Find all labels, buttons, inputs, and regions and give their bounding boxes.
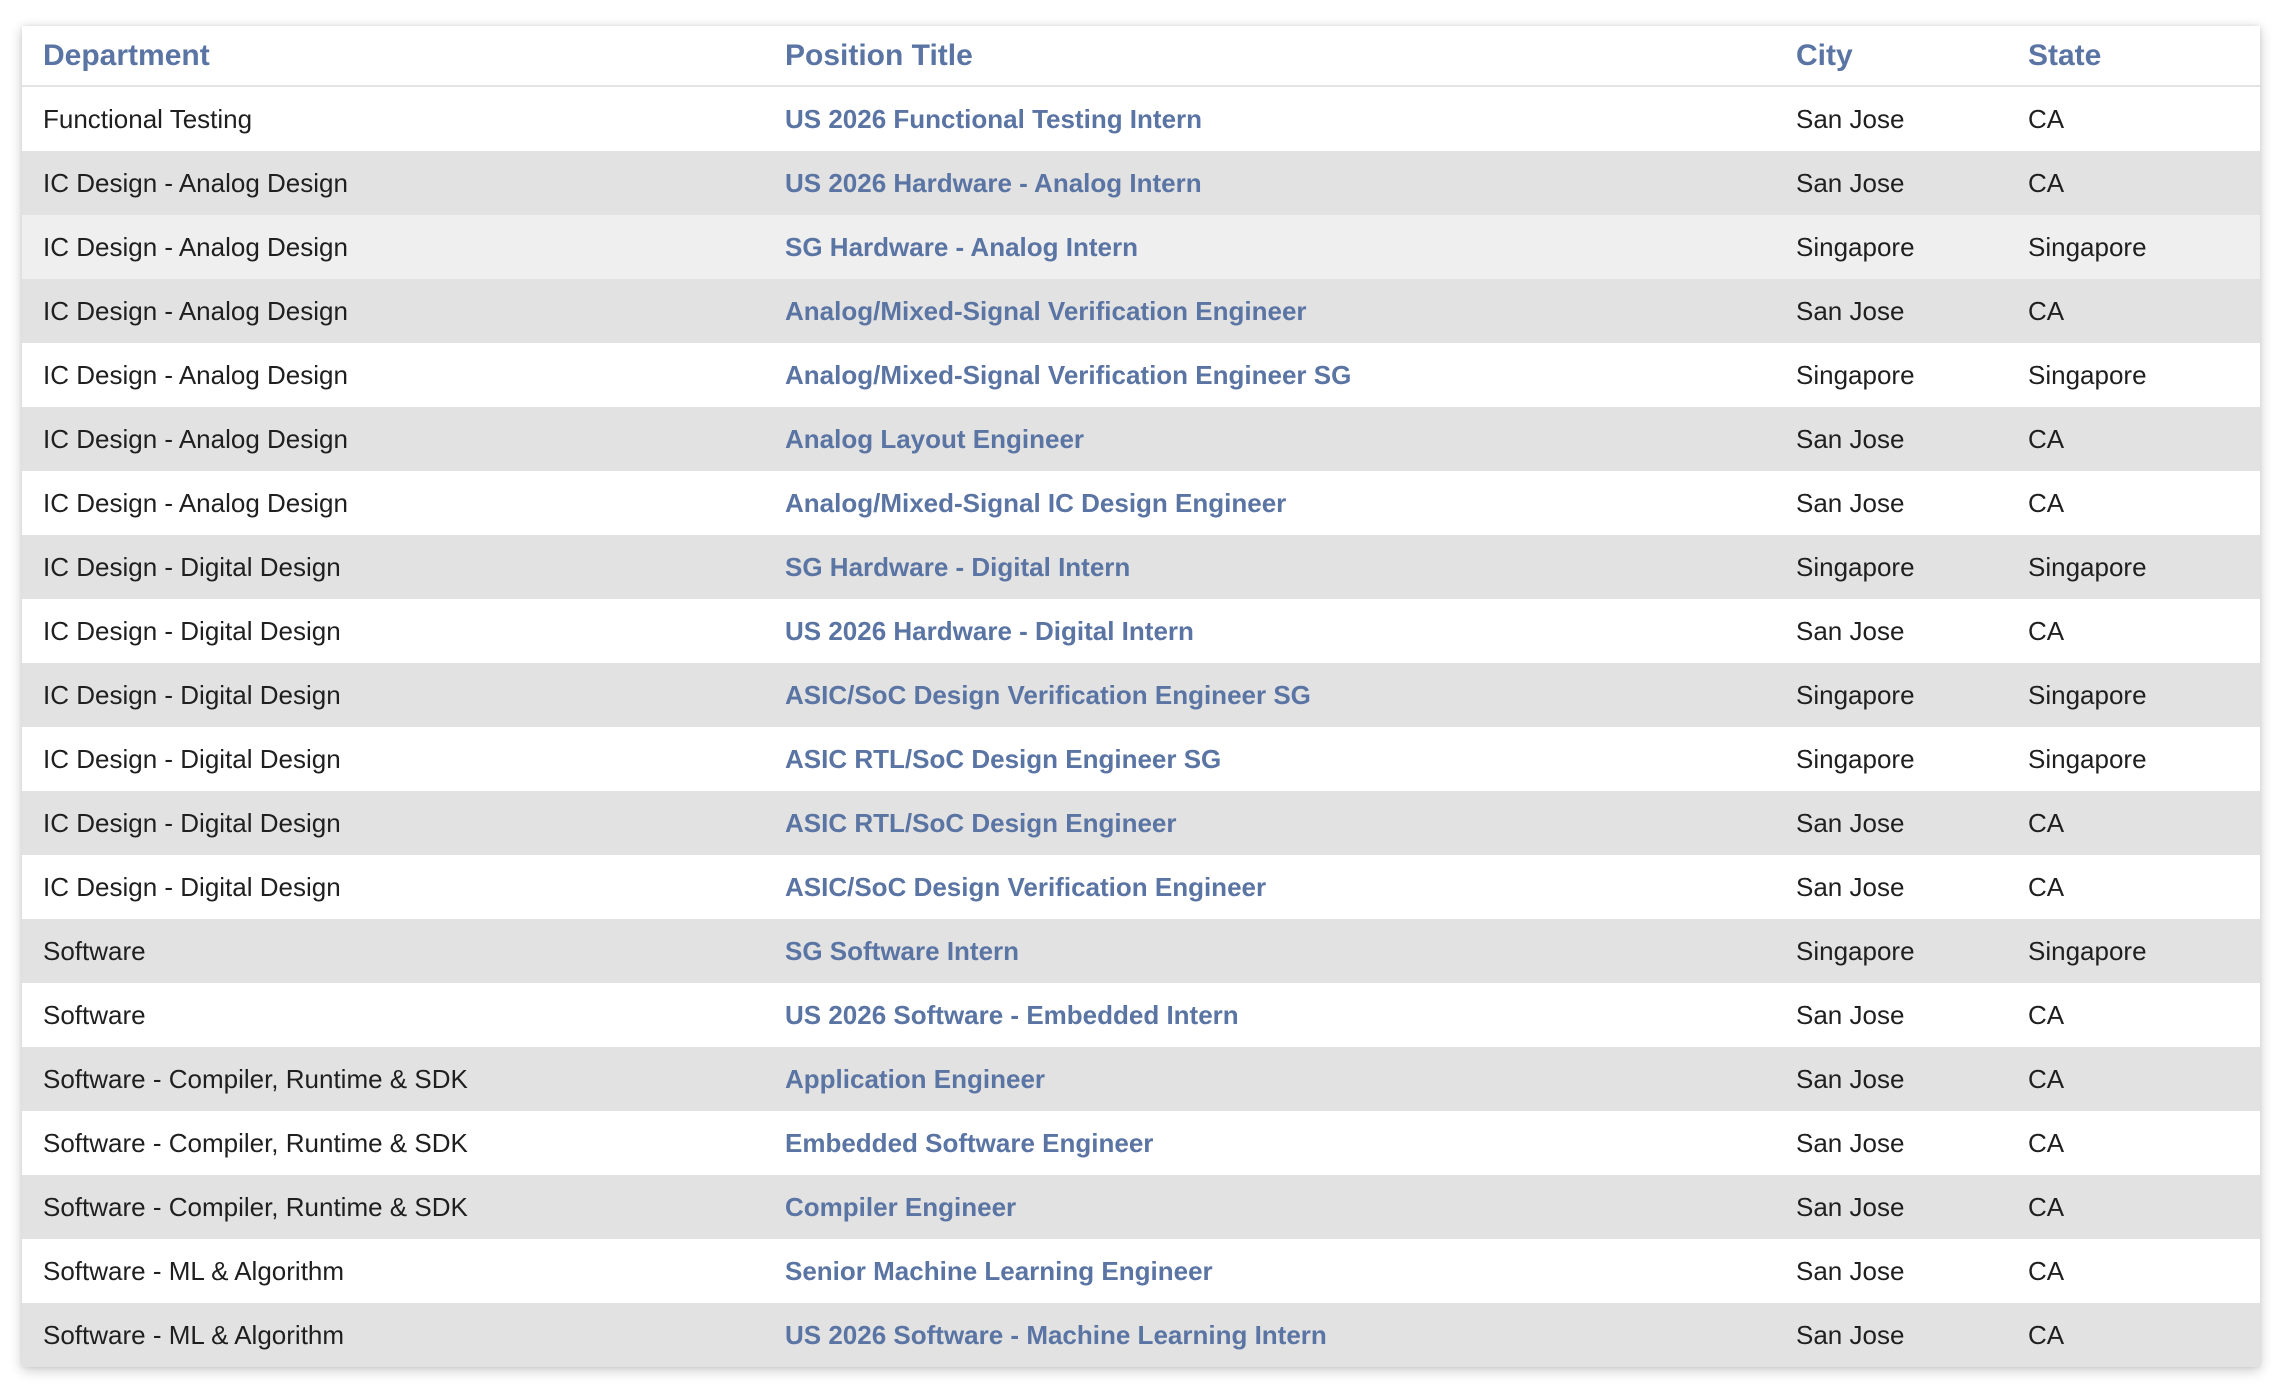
cell-city: Singapore <box>1796 551 1915 582</box>
cell-position-title <box>764 727 1775 791</box>
cell-department: Software - Compiler, Runtime & SDK <box>43 1063 468 1094</box>
cell-state: Singapore <box>2028 743 2147 774</box>
cell-city: San Jose <box>1796 487 1905 518</box>
cell-state: CA <box>2028 999 2065 1030</box>
cell-position-title <box>764 407 1775 471</box>
cell-city: Singapore <box>1796 679 1915 710</box>
cell-city: San Jose <box>1796 1191 1905 1222</box>
cell-city: Singapore <box>1796 231 1915 262</box>
position-title-link[interactable]: Application Engineer <box>785 1063 1046 1094</box>
position-title-link[interactable]: Analog/Mixed-Signal Verification Engineer SG <box>785 359 1352 390</box>
cell-city: Singapore <box>1796 359 1915 390</box>
table-row[interactable] <box>22 1047 2260 1111</box>
cell-state: CA <box>2028 103 2065 134</box>
cell-position-title <box>764 1175 1775 1239</box>
cell-position-title <box>764 791 1775 855</box>
cell-state: CA <box>2028 1255 2065 1286</box>
position-title-link[interactable]: ASIC RTL/SoC Design Engineer <box>785 807 1177 838</box>
position-title-link[interactable]: ASIC RTL/SoC Design Engineer SG <box>785 743 1222 774</box>
cell-department: Software - Compiler, Runtime & SDK <box>43 1127 468 1158</box>
cell-department: Software <box>43 935 146 966</box>
cell-position-title <box>764 471 1775 535</box>
cell-department: Software - ML & Algorithm <box>43 1319 345 1350</box>
table-row[interactable] <box>22 791 2260 855</box>
table-row[interactable] <box>22 215 2260 279</box>
cell-city: San Jose <box>1796 423 1905 454</box>
position-title-link[interactable]: Analog/Mixed-Signal Verification Engineer <box>785 295 1307 326</box>
cell-state: CA <box>2028 1127 2065 1158</box>
cell-position-title <box>764 1303 1775 1367</box>
cell-state: CA <box>2028 807 2065 838</box>
cell-position-title <box>764 343 1775 407</box>
position-title-link[interactable]: US 2026 Software - Machine Learning Intern <box>785 1319 1327 1350</box>
table-body <box>22 86 2260 1367</box>
header-state[interactable]: State <box>2007 26 2260 86</box>
cell-department: Software - Compiler, Runtime & SDK <box>43 1191 468 1222</box>
cell-state: CA <box>2028 871 2065 902</box>
cell-state: Singapore <box>2028 359 2147 390</box>
table-row[interactable] <box>22 663 2260 727</box>
cell-state: CA <box>2028 295 2065 326</box>
position-title-link[interactable]: ASIC/SoC Design Verification Engineer <box>785 871 1267 902</box>
cell-city: San Jose <box>1796 103 1905 134</box>
position-title-link[interactable]: US 2026 Functional Testing Intern <box>785 103 1203 134</box>
cell-city: San Jose <box>1796 807 1905 838</box>
cell-state: Singapore <box>2028 551 2147 582</box>
header-row <box>22 26 2260 86</box>
cell-department: IC Design - Analog Design <box>43 231 348 262</box>
table-row[interactable] <box>22 1175 2260 1239</box>
cell-state: Singapore <box>2028 935 2147 966</box>
cell-department: IC Design - Digital Design <box>43 615 341 646</box>
cell-city: San Jose <box>1796 1255 1905 1286</box>
position-title-link[interactable]: US 2026 Hardware - Digital Intern <box>785 615 1194 646</box>
cell-department: IC Design - Digital Design <box>43 807 341 838</box>
header-department[interactable]: Department <box>22 26 764 86</box>
cell-position-title <box>764 215 1775 279</box>
position-title-link[interactable]: US 2026 Software - Embedded Intern <box>785 999 1239 1030</box>
cell-position-title <box>764 663 1775 727</box>
position-title-link[interactable]: Compiler Engineer <box>785 1191 1017 1222</box>
table-row[interactable] <box>22 343 2260 407</box>
cell-state: CA <box>2028 615 2065 646</box>
cell-position-title <box>764 855 1775 919</box>
cell-state: Singapore <box>2028 679 2147 710</box>
cell-state: CA <box>2028 167 2065 198</box>
position-title-link[interactable]: SG Hardware - Digital Intern <box>785 551 1131 582</box>
table-row[interactable] <box>22 727 2260 791</box>
cell-department: IC Design - Analog Design <box>43 295 348 326</box>
cell-state: CA <box>2028 1191 2065 1222</box>
cell-department: IC Design - Digital Design <box>43 679 341 710</box>
header-city[interactable]: City <box>1775 26 2007 86</box>
position-title-link[interactable]: SG Hardware - Analog Intern <box>785 231 1138 262</box>
table-row[interactable] <box>22 855 2260 919</box>
table-row[interactable] <box>22 919 2260 983</box>
position-title-link[interactable]: US 2026 Hardware - Analog Intern <box>785 167 1202 198</box>
cell-department: IC Design - Analog Design <box>43 167 348 198</box>
header-position-title[interactable]: Position Title <box>764 26 1775 86</box>
cell-department: Software <box>43 999 146 1030</box>
job-listings-table-card <box>22 26 2260 1367</box>
position-title-link[interactable]: SG Software Intern <box>785 935 1020 966</box>
table-row[interactable] <box>22 279 2260 343</box>
cell-position-title <box>764 279 1775 343</box>
cell-department: IC Design - Digital Design <box>43 551 341 582</box>
table-row[interactable] <box>22 407 2260 471</box>
table-row[interactable] <box>22 599 2260 663</box>
cell-department: Functional Testing <box>43 103 253 134</box>
table-row[interactable] <box>22 151 2260 215</box>
cell-department: IC Design - Digital Design <box>43 871 341 902</box>
cell-department: Software - ML & Algorithm <box>43 1255 345 1286</box>
job-listings-table <box>22 26 2260 1367</box>
position-title-link[interactable]: Senior Machine Learning Engineer <box>785 1255 1213 1286</box>
table-row[interactable] <box>22 1239 2260 1303</box>
cell-position-title <box>764 599 1775 663</box>
cell-department: IC Design - Digital Design <box>43 743 341 774</box>
cell-city: Singapore <box>1796 935 1915 966</box>
cell-city: San Jose <box>1796 295 1905 326</box>
cell-city: San Jose <box>1796 167 1905 198</box>
cell-city: San Jose <box>1796 1127 1905 1158</box>
position-title-link[interactable]: ASIC/SoC Design Verification Engineer SG <box>785 679 1311 710</box>
position-title-link[interactable]: Analog/Mixed-Signal IC Design Engineer <box>785 487 1287 518</box>
cell-city: San Jose <box>1796 1319 1905 1350</box>
table-row[interactable] <box>22 1111 2260 1175</box>
table-row[interactable] <box>22 535 2260 599</box>
cell-state: CA <box>2028 487 2065 518</box>
cell-position-title <box>764 919 1775 983</box>
position-title-link[interactable]: Analog Layout Engineer <box>785 423 1085 454</box>
cell-position-title <box>764 86 1775 151</box>
cell-state: CA <box>2028 1319 2065 1350</box>
cell-position-title <box>764 1239 1775 1303</box>
cell-position-title <box>764 151 1775 215</box>
cell-department: IC Design - Analog Design <box>43 487 348 518</box>
cell-state: CA <box>2028 423 2065 454</box>
cell-department: IC Design - Analog Design <box>43 423 348 454</box>
cell-city: San Jose <box>1796 999 1905 1030</box>
cell-state: Singapore <box>2028 231 2147 262</box>
table-row[interactable] <box>22 471 2260 535</box>
position-title-link[interactable]: Embedded Software Engineer <box>785 1127 1154 1158</box>
cell-position-title <box>764 983 1775 1047</box>
cell-city: Singapore <box>1796 743 1915 774</box>
cell-state: CA <box>2028 1063 2065 1094</box>
table-row[interactable] <box>22 983 2260 1047</box>
cell-position-title <box>764 535 1775 599</box>
table-header <box>22 26 2260 86</box>
cell-department: IC Design - Analog Design <box>43 359 348 390</box>
cell-position-title <box>764 1047 1775 1111</box>
cell-city: San Jose <box>1796 1063 1905 1094</box>
table-row[interactable] <box>22 86 2260 151</box>
table-row[interactable] <box>22 1303 2260 1367</box>
cell-position-title <box>764 1111 1775 1175</box>
cell-city: San Jose <box>1796 615 1905 646</box>
cell-city: San Jose <box>1796 871 1905 902</box>
